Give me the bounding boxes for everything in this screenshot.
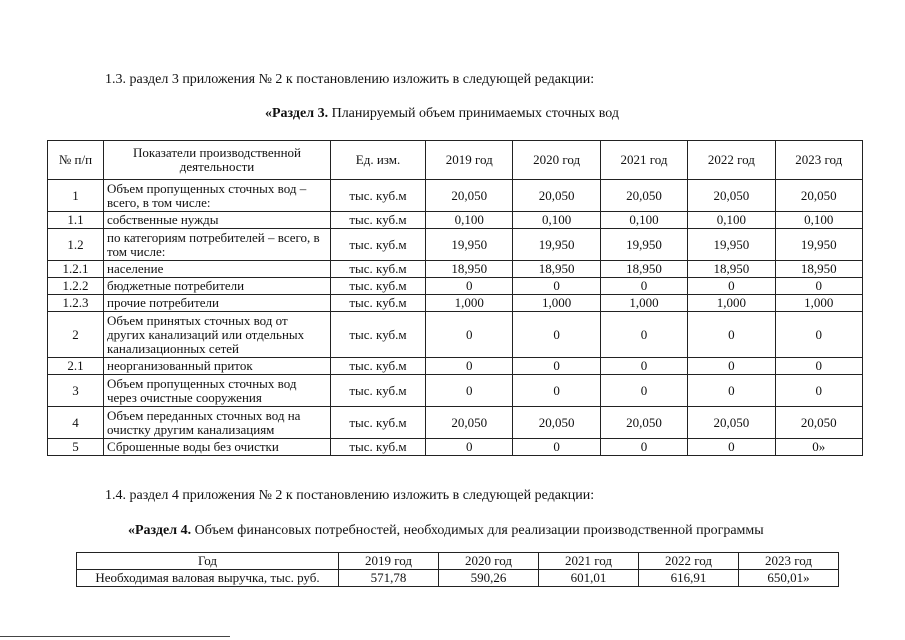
- row-unit: тыс. куб.м: [331, 375, 426, 407]
- row-value-2020: 0: [513, 375, 600, 407]
- row-value-2020: 0,100: [513, 212, 600, 229]
- section-4-table: [76, 552, 839, 587]
- row-value-2021: 0: [600, 312, 687, 358]
- table-row: [48, 295, 863, 312]
- row-value-2019: 19,950: [426, 229, 513, 261]
- row-num: 1.1: [48, 212, 104, 229]
- row-value-2019: 0: [426, 278, 513, 295]
- header-2020: 2020 год: [439, 553, 539, 570]
- row-indicator: по категориям потребителей – всего, в том числе:: [104, 229, 331, 261]
- row-value-2020: 0: [513, 358, 600, 375]
- row-indicator: Объем переданных сточных вод на очистку другим канализациям: [104, 407, 331, 439]
- row-value-2023: 20,050: [775, 180, 862, 212]
- row-num: 3: [48, 375, 104, 407]
- row-value-2019: 571,78: [339, 570, 439, 587]
- table-row: [48, 212, 863, 229]
- row-num: 1.2.1: [48, 261, 104, 278]
- row-unit: тыс. куб.м: [331, 261, 426, 278]
- row-value-2022: 0: [688, 375, 775, 407]
- row-indicator: бюджетные потребители: [104, 278, 331, 295]
- section-4-title-text: Объем финансовых потребностей, необходимых для реализации производственной программы: [191, 523, 764, 538]
- row-value-2019: 0: [426, 375, 513, 407]
- row-value-2022: 616,91: [639, 570, 739, 587]
- row-value-2019: 0: [426, 358, 513, 375]
- row-unit: тыс. куб.м: [331, 312, 426, 358]
- row-value-2020: 0: [513, 278, 600, 295]
- table-row: [77, 570, 839, 587]
- row-value-2020: 19,950: [513, 229, 600, 261]
- row-value-2021: 1,000: [600, 295, 687, 312]
- row-value-2021: 0: [600, 358, 687, 375]
- table-row: [48, 229, 863, 261]
- row-label: Необходимая валовая выручка, тыс. руб.: [77, 570, 339, 587]
- row-value-2021: 0: [600, 375, 687, 407]
- row-value-2022: 0: [688, 278, 775, 295]
- row-value-2019: 20,050: [426, 180, 513, 212]
- header-2019: 2019 год: [339, 553, 439, 570]
- header-2020: 2020 год: [513, 141, 600, 180]
- row-unit: тыс. куб.м: [331, 180, 426, 212]
- row-value-2019: 0: [426, 439, 513, 456]
- row-value-2023: 1,000: [775, 295, 862, 312]
- row-indicator: прочие потребители: [104, 295, 331, 312]
- row-value-2023: 19,950: [775, 229, 862, 261]
- row-value-2021: 0: [600, 278, 687, 295]
- row-value-2019: 0,100: [426, 212, 513, 229]
- row-value-2021: 20,050: [600, 180, 687, 212]
- table-row: [48, 261, 863, 278]
- row-unit: тыс. куб.м: [331, 358, 426, 375]
- row-unit: тыс. куб.м: [331, 278, 426, 295]
- row-value-2023: 0,100: [775, 212, 862, 229]
- row-value-2023: 0»: [775, 439, 862, 456]
- row-value-2023: 0: [775, 358, 862, 375]
- row-num: 1.2: [48, 229, 104, 261]
- row-value-2019: 20,050: [426, 407, 513, 439]
- paragraph-1-4: 1.4. раздел 4 приложения № 2 к постановлению изложить в следующей редакции:: [105, 488, 595, 503]
- section-3-title-text: Планируемый объем принимаемых сточных вод: [328, 106, 619, 121]
- row-value-2019: 1,000: [426, 295, 513, 312]
- row-num: 1.2.3: [48, 295, 104, 312]
- row-unit: тыс. куб.м: [331, 295, 426, 312]
- row-value-2022: 1,000: [688, 295, 775, 312]
- table-row: [48, 180, 863, 212]
- row-value-2019: 18,950: [426, 261, 513, 278]
- row-value-2022: 0,100: [688, 212, 775, 229]
- row-value-2021: 0,100: [600, 212, 687, 229]
- section-3-title: [265, 106, 619, 122]
- table-header-row: [48, 141, 863, 180]
- row-indicator: Объем пропущенных сточных вод через очистные сооружения: [104, 375, 331, 407]
- header-indicator: Показатели производственной деятельности: [104, 141, 331, 180]
- row-num: 2: [48, 312, 104, 358]
- row-num: 4: [48, 407, 104, 439]
- row-unit: тыс. куб.м: [331, 407, 426, 439]
- table-row: [48, 407, 863, 439]
- table-row: [48, 278, 863, 295]
- row-value-2022: 0: [688, 358, 775, 375]
- section-3-title-bold: «Раздел 3.: [265, 106, 329, 121]
- table-row: [48, 439, 863, 456]
- row-unit: тыс. куб.м: [331, 229, 426, 261]
- section-3-table: [47, 140, 863, 456]
- row-value-2021: 0: [600, 439, 687, 456]
- header-2023: 2023 год: [739, 553, 839, 570]
- row-value-2020: 18,950: [513, 261, 600, 278]
- header-2022: 2022 год: [639, 553, 739, 570]
- row-value-2021: 20,050: [600, 407, 687, 439]
- row-value-2020: 1,000: [513, 295, 600, 312]
- row-value-2020: 20,050: [513, 407, 600, 439]
- header-2021: 2021 год: [539, 553, 639, 570]
- header-2019: 2019 год: [426, 141, 513, 180]
- section-4-title: [128, 523, 764, 539]
- row-indicator: неорганизованный приток: [104, 358, 331, 375]
- row-value-2023: 20,050: [775, 407, 862, 439]
- row-value-2019: 0: [426, 312, 513, 358]
- row-unit: тыс. куб.м: [331, 439, 426, 456]
- table-row: [48, 358, 863, 375]
- header-2023: 2023 год: [775, 141, 862, 180]
- header-year: Год: [77, 553, 339, 570]
- header-2022: 2022 год: [688, 141, 775, 180]
- footnote-divider: [0, 636, 230, 637]
- row-value-2022: 19,950: [688, 229, 775, 261]
- row-value-2020: 0: [513, 439, 600, 456]
- row-num: 1.2.2: [48, 278, 104, 295]
- row-unit: тыс. куб.м: [331, 212, 426, 229]
- row-value-2020: 590,26: [439, 570, 539, 587]
- row-value-2022: 0: [688, 439, 775, 456]
- row-value-2023: 650,01»: [739, 570, 839, 587]
- row-value-2020: 20,050: [513, 180, 600, 212]
- row-value-2021: 18,950: [600, 261, 687, 278]
- row-num: 5: [48, 439, 104, 456]
- row-value-2023: 0: [775, 312, 862, 358]
- paragraph-1-3: 1.3. раздел 3 приложения № 2 к постановлению изложить в следующей редакции:: [105, 72, 595, 87]
- row-value-2021: 601,01: [539, 570, 639, 587]
- row-value-2022: 18,950: [688, 261, 775, 278]
- header-unit: Ед. изм.: [331, 141, 426, 180]
- row-value-2023: 0: [775, 278, 862, 295]
- header-num: № п/п: [48, 141, 104, 180]
- row-value-2023: 0: [775, 375, 862, 407]
- row-indicator: Сброшенные воды без очистки: [104, 439, 331, 456]
- row-value-2022: 20,050: [688, 180, 775, 212]
- section-4-title-bold: «Раздел 4.: [128, 523, 192, 538]
- row-num: 2.1: [48, 358, 104, 375]
- header-2021: 2021 год: [600, 141, 687, 180]
- row-value-2022: 20,050: [688, 407, 775, 439]
- row-value-2023: 18,950: [775, 261, 862, 278]
- row-indicator: население: [104, 261, 331, 278]
- table-row: [48, 375, 863, 407]
- row-value-2022: 0: [688, 312, 775, 358]
- row-indicator: Объем пропущенных сточных вод – всего, в том числе:: [104, 180, 331, 212]
- table-header-row: [77, 553, 839, 570]
- row-num: 1: [48, 180, 104, 212]
- row-value-2021: 19,950: [600, 229, 687, 261]
- row-indicator: Объем принятых сточных вод от других канализаций или отдельных канализационных сетей: [104, 312, 331, 358]
- row-indicator: собственные нужды: [104, 212, 331, 229]
- row-value-2020: 0: [513, 312, 600, 358]
- table-row: [48, 312, 863, 358]
